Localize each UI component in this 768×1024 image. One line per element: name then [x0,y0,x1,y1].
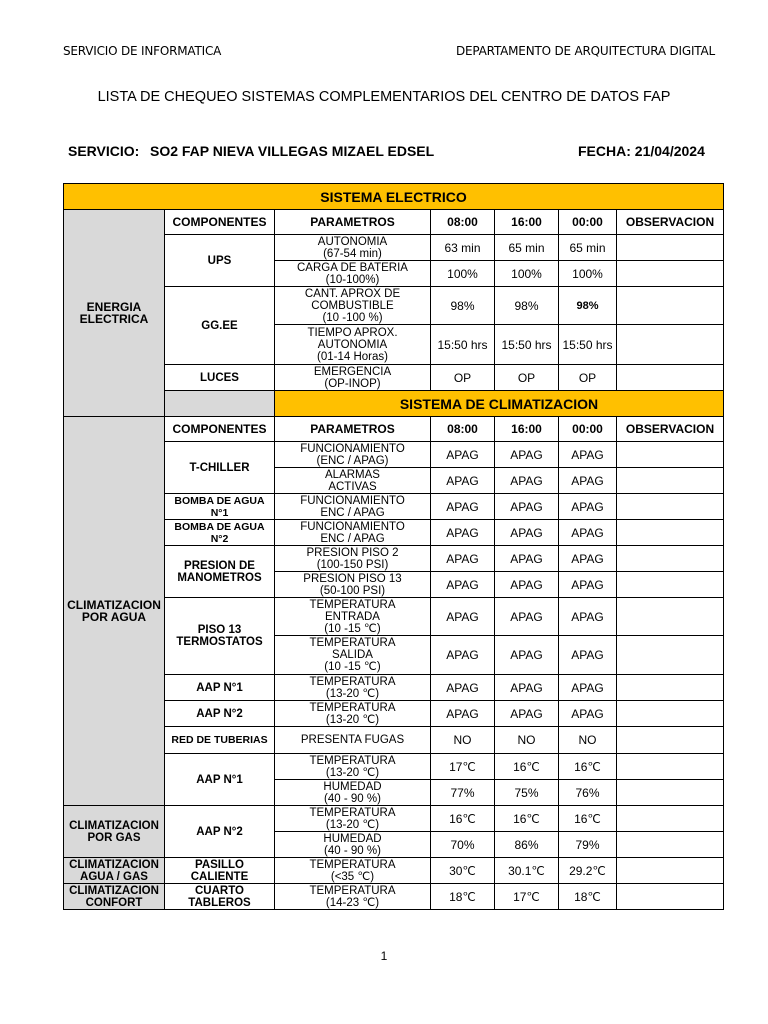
value-cell: 65 min [559,235,617,261]
value-cell: APAG [495,520,559,546]
value-cell: 18℃ [431,884,495,910]
col-0800: 08:00 [431,210,495,235]
value-cell: APAG [559,636,617,675]
value-cell: APAG [559,468,617,494]
value-cell: 16℃ [495,806,559,832]
value-cell: APAG [431,546,495,572]
value-cell: 17℃ [431,754,495,780]
section-title: SISTEMA DE CLIMATIZACION [275,391,724,417]
value-cell: APAG [559,442,617,468]
observacion-cell [617,780,724,806]
value-cell: 16℃ [431,806,495,832]
param-cell: CANT. APROX DE COMBUSTIBLE (10 -100 %) [275,287,431,325]
value-cell: 98% [431,287,495,325]
value-cell: 17℃ [495,884,559,910]
param-cell: TEMPERATURA (13-20 ℃) [275,675,431,701]
table-row [64,806,724,832]
value-cell: 75% [495,780,559,806]
param-cell: TEMPERATURA (14-23 ℃) [275,884,431,910]
component-cell: CUARTO TABLEROS [165,884,275,910]
component-cell: AAP N°1 [165,754,275,806]
observacion-cell [617,832,724,858]
fecha-line [578,143,705,159]
component-cell: AAP N°2 [165,806,275,858]
observacion-cell [617,365,724,391]
observacion-cell [617,325,724,365]
component-cell: AAP N°2 [165,701,275,727]
category-cell: ENERGIA ELECTRICA [64,210,165,417]
value-cell: 16℃ [559,754,617,780]
category-cell: CLIMATIZACION POR AGUA [64,417,165,806]
param-cell: FUNCIONAMIENTO (ENC / APAG) [275,442,431,468]
observacion-cell [617,858,724,884]
value-cell: APAG [495,442,559,468]
param-cell: TEMPERATURA (13-20 ℃) [275,754,431,780]
param-cell: AUTONOMIA (67-54 min) [275,235,431,261]
column-header-row [64,210,724,235]
value-cell: NO [495,727,559,754]
value-cell: 86% [495,832,559,858]
category-cell: CLIMATIZACION CONFORT [64,884,165,910]
page-number: 1 [380,949,388,963]
value-cell: APAG [431,468,495,494]
value-cell: APAG [495,675,559,701]
value-cell: APAG [495,546,559,572]
value-cell: APAG [495,598,559,636]
fecha-label: FECHA: [578,143,631,159]
value-cell: APAG [559,598,617,636]
value-cell: APAG [495,701,559,727]
observacion-cell [617,636,724,675]
document-title: LISTA DE CHEQUEO SISTEMAS COMPLEMENTARIOS DEL CENTRO DE DATOS FAP [97,89,671,105]
observacion-cell [617,754,724,780]
observacion-cell [617,701,724,727]
value-cell: APAG [559,675,617,701]
param-cell: FUNCIONAMIENTO ENC / APAG [275,494,431,520]
value-cell: APAG [559,520,617,546]
table-row [64,884,724,910]
param-cell: HUMEDAD (40 - 90 %) [275,832,431,858]
value-cell: APAG [495,636,559,675]
param-cell: TIEMPO APROX. AUTONOMIA (01-14 Horas) [275,325,431,365]
value-cell: 100% [495,261,559,287]
component-cell: UPS [165,235,275,287]
col-observacion: OBSERVACION [617,210,724,235]
value-cell: APAG [559,494,617,520]
observacion-cell [617,884,724,910]
value-cell: 16℃ [559,806,617,832]
component-cell: BOMBA DE AGUA N°1 [165,494,275,520]
section-title: SISTEMA ELECTRICO [64,184,724,210]
col-0000: 00:00 [559,417,617,442]
value-cell: 30.1℃ [495,858,559,884]
col-parametros: PARAMETROS [275,210,431,235]
value-cell: OP [495,365,559,391]
col-0800: 08:00 [431,417,495,442]
param-cell: PRESION PISO 13 (50-100 PSI) [275,572,431,598]
value-cell: 77% [431,780,495,806]
header-left: SERVICIO DE INFORMATICA [63,44,222,58]
value-cell: 16℃ [495,754,559,780]
param-cell: EMERGENCIA (OP-INOP) [275,365,431,391]
observacion-cell [617,598,724,636]
value-cell: APAG [431,636,495,675]
param-cell: TEMPERATURA (13-20 ℃) [275,701,431,727]
param-cell: PRESENTA FUGAS [275,727,431,754]
observacion-cell [617,727,724,754]
param-cell: HUMEDAD (40 - 90 %) [275,780,431,806]
value-cell: 76% [559,780,617,806]
value-cell: APAG [431,520,495,546]
value-cell: APAG [431,442,495,468]
value-cell: APAG [431,598,495,636]
component-cell: T-CHILLER [165,442,275,494]
servicio-value: SO2 FAP NIEVA VILLEGAS MIZAEL EDSEL [150,143,435,159]
observacion-cell [617,675,724,701]
col-1600: 16:00 [495,417,559,442]
param-cell: TEMPERATURA SALIDA (10 -15 ℃) [275,636,431,675]
value-cell: 98% [495,287,559,325]
component-cell: BOMBA DE AGUA N°2 [165,520,275,546]
observacion-cell [617,520,724,546]
value-cell: 65 min [495,235,559,261]
value-cell: APAG [431,494,495,520]
component-cell: PISO 13 TERMOSTATOS [165,598,275,675]
category-cell: CLIMATIZACION AGUA / GAS [64,858,165,884]
value-cell: APAG [431,572,495,598]
observacion-cell [617,261,724,287]
value-cell: NO [559,727,617,754]
value-cell: 29.2℃ [559,858,617,884]
observacion-cell [617,572,724,598]
observacion-cell [617,287,724,325]
observacion-cell [617,468,724,494]
section-electrico-row [64,184,724,210]
observacion-cell [617,235,724,261]
table-row [64,858,724,884]
observacion-cell [617,546,724,572]
param-cell: TEMPERATURA (<35 ℃) [275,858,431,884]
param-cell: CARGA DE BATERIA (10-100%) [275,261,431,287]
value-cell: APAG [431,675,495,701]
servicio-line [68,143,434,159]
param-cell: TEMPERATURA ENTRADA (10 -15 ℃) [275,598,431,636]
value-cell: OP [431,365,495,391]
value-cell: 100% [431,261,495,287]
col-componentes: COMPONENTES [165,417,275,442]
value-cell: 70% [431,832,495,858]
value-cell: NO [431,727,495,754]
fecha-value: 21/04/2024 [634,143,705,159]
category-cell: CLIMATIZACION POR GAS [64,806,165,858]
value-cell: 15:50 hrs [559,325,617,365]
col-1600: 16:00 [495,210,559,235]
value-cell: 30℃ [431,858,495,884]
servicio-label: SERVICIO: [68,143,140,159]
col-0000: 00:00 [559,210,617,235]
value-cell: OP [559,365,617,391]
col-observacion: OBSERVACION [617,417,724,442]
param-cell: PRESION PISO 2 (100-150 PSI) [275,546,431,572]
value-cell: 15:50 hrs [495,325,559,365]
observacion-cell [617,494,724,520]
col-componentes: COMPONENTES [165,210,275,235]
value-cell: APAG [431,701,495,727]
checklist-table [63,183,724,910]
component-cell: PRESION DE MANOMETROS [165,546,275,598]
value-cell: APAG [495,494,559,520]
component-cell: PASILLO CALIENTE [165,858,275,884]
value-cell: 100% [559,261,617,287]
observacion-cell [617,806,724,832]
value-cell: APAG [559,546,617,572]
value-cell: APAG [495,468,559,494]
value-cell: 98% [559,287,617,325]
category-cell [165,391,275,417]
component-cell: AAP N°1 [165,675,275,701]
column-header-row [64,417,724,442]
value-cell: 15:50 hrs [431,325,495,365]
value-cell: 18℃ [559,884,617,910]
param-cell: FUNCIONAMIENTO ENC / APAG [275,520,431,546]
param-cell: ALARMAS ACTIVAS [275,468,431,494]
header-right: DEPARTAMENTO DE ARQUITECTURA DIGITAL [455,44,715,58]
observacion-cell [617,442,724,468]
col-parametros: PARAMETROS [275,417,431,442]
value-cell: APAG [559,701,617,727]
component-cell: GG.EE [165,287,275,365]
value-cell: APAG [559,572,617,598]
value-cell: 63 min [431,235,495,261]
component-cell: LUCES [165,365,275,391]
value-cell: APAG [495,572,559,598]
component-cell: RED DE TUBERIAS [165,727,275,754]
param-cell: TEMPERATURA (13-20 ℃) [275,806,431,832]
value-cell: 79% [559,832,617,858]
